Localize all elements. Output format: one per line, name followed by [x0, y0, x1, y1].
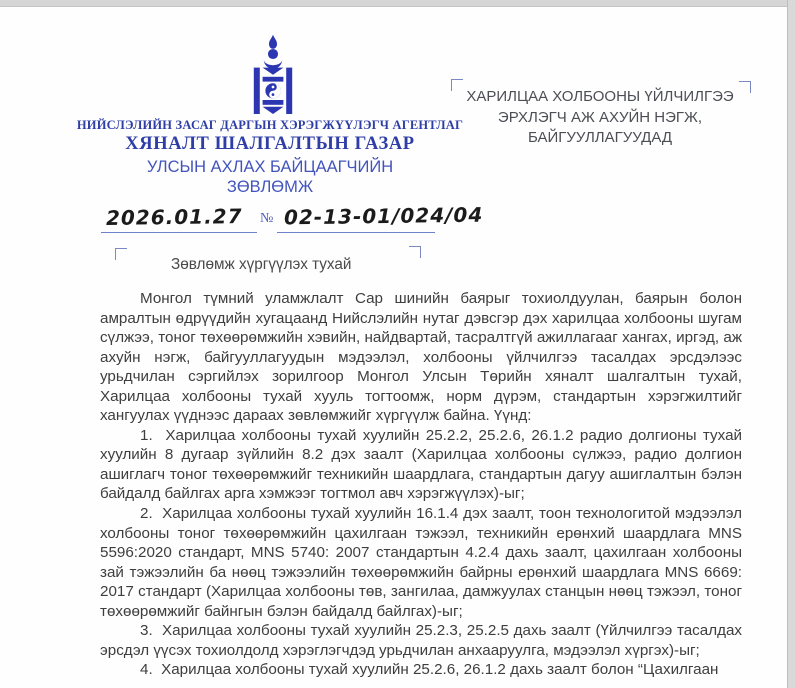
doc-number-underline	[277, 232, 435, 233]
subject-crop-mark-right	[409, 246, 421, 258]
recipient-line: БАЙГУУЛЛАГУУДАД	[527, 129, 672, 146]
doc-type-line1: УЛСЫН АХЛАХ БАЙЦААГЧИЙН	[146, 158, 394, 176]
body-item-4: 4. Харилцаа холбооны тухай хуулийн 25.2.6, 26.1.2 дахь заалт болон “Цахилгаан	[140, 661, 719, 679]
recipient-line: ЭРХЛЭГЧ АЖ АХУЙН НЭГЖ,	[497, 108, 703, 126]
number-sign: №	[260, 211, 274, 226]
body-item-1: 1. Харилцаа холбооны тухай хуулийн 25.2.2, 25.2.6, 26.1.2 радио долгионы тухай хуулийн 8 дугаар зүйлийн 8.2 дэх заалт (Харилцаа холбооны сүлжээ, радио долгион ашиглагч тоног төхөөрөмжийг техникийн шаардлага, стандартын дагуу ашиглалтын бэлэн байдалд байлгах арга хэмжээг тогтмол авч хэрэгжүүлэх)-ыг;	[100, 426, 742, 503]
handwritten-date: 2026.01.27	[105, 204, 243, 230]
soyombo-emblem-icon	[249, 34, 297, 114]
letter-body	[100, 289, 742, 680]
subject-crop-mark-left	[115, 248, 127, 260]
scan-edge-top	[0, 0, 795, 7]
recipient-line: ХАРИЛЦАА ХОЛБООНЫ ҮЙЛЧИЛГЭЭ	[466, 88, 734, 105]
scan-edge-right	[787, 0, 795, 688]
date-underline	[101, 232, 257, 233]
document-page	[0, 8, 787, 688]
body-item-2: 2. Харилцаа холбооны тухай хуулийн 16.1.4 дэх заалт, тоон технологитой мэдээлэл холбооны тоног төхөөрөмжийн цахилгаан тэжээл, техникийн ерөнхий шаардлага MNS 5596:2020 стандарт, MNS 5740: 2007 стандартын 4.2.4 дахь заалт, цахилгаан холбооны зай тэжээлийн ба нөөц тэжээлийн төхөөрөмжийн байрны ерөнхий шаардлага MNS 6669: 2017 стандарт (Харилцаа холбооны төв, зангилаа, дамжуулах станцын нөөц тэжээл, тоног төхөөрөмжийг байнгын бэлэн байдалд байлгах)-ыг;	[100, 505, 742, 620]
letterhead-agency: НИЙСЛЭЛИЙН ЗАСАГ ДАРГЫН ХЭРЭГЖҮҮЛЭГЧ АГЕНТЛАГ	[76, 118, 464, 132]
body-intro-paragraph: Монгол түмний уламжлалт Сар шинийн баярыг тохиолдуулан, баярын болон амралтын өдрүүдийн хугацаанд Нийслэлийн нутаг дэвсгэр дэх харилцаа холбооны шугам сүлжээ, тоног төхөөрөмжийн хэвийн, найдвартай, тасралтгүй ажиллагааг хангах, иргэд, аж ахуйн нэгж, байгууллагуудын мэдээлэл, холбооны үйлчилгээ тасалдах эрсдэлээс урьдчилан сэргийлэх зорилгоор Монгол Улсын Төрийн хяналт шалгалтын тухай, Харилцаа холбооны тухай хууль тогтоомж, норм дүрэм, стандартын хэрэгжилтийг хангуулах үүднээс дараах зөвлөмжийг хүргүүлж байна. Үүнд:	[100, 290, 742, 425]
letterhead-department: ХЯНАЛТ ШАЛГАЛТЫН ГАЗАР	[125, 134, 415, 154]
letterhead-doc-type	[58, 157, 482, 197]
recipient-block	[452, 87, 748, 149]
doc-type-line2: ЗӨВЛӨМЖ	[226, 178, 314, 196]
subject-line: Зөвлөмж хүргүүлэх тухай	[171, 256, 352, 273]
body-item-3: 3. Харилцаа холбооны тухай хуулийн 25.2.3, 25.2.5 дахь заалт (Үйлчилгээ тасалдах эрсдэл үүсэх тохиолдолд хэрэглэгчдэд урьдчилан анхааруулга, мэдээлэл хүргэх)-ыг;	[100, 622, 742, 659]
handwritten-doc-number: 02-13-01/024/04	[283, 202, 484, 230]
